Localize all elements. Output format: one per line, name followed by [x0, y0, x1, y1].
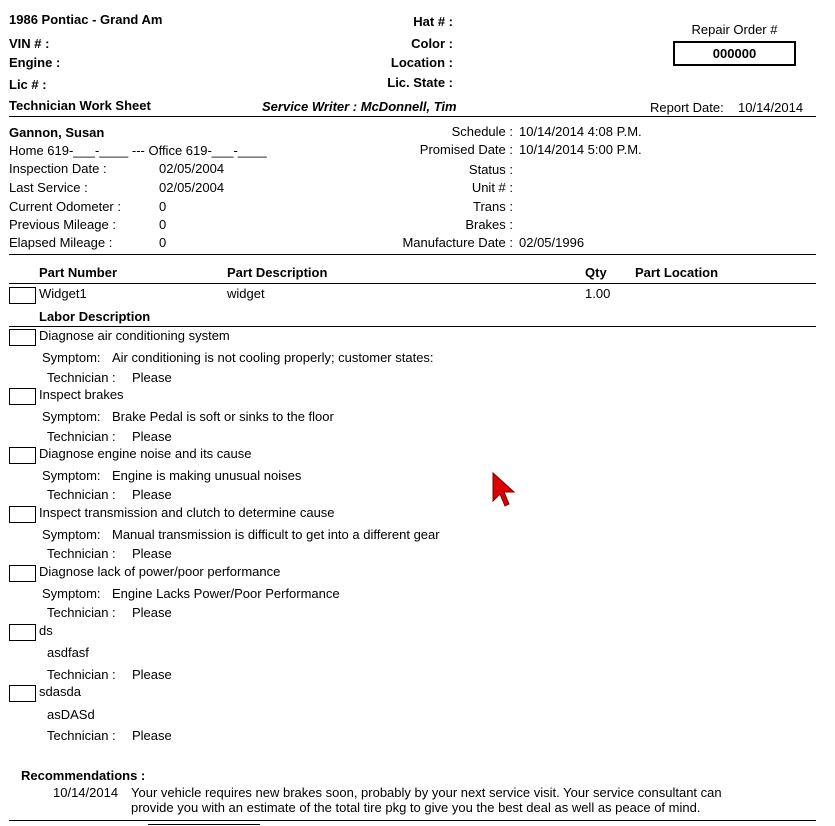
mouse-cursor-icon [492, 472, 516, 508]
promised-date-label: Promised Date : [419, 142, 513, 157]
labor-description: Diagnose air conditioning system [39, 328, 230, 343]
technician-label: Technician : [47, 487, 116, 502]
signature-line [148, 824, 260, 825]
technician-label: Technician : [47, 667, 116, 682]
symptom-label: Symptom: [42, 527, 101, 542]
divider [9, 116, 816, 117]
hat-label: Hat # : [413, 14, 453, 29]
part-qty: 1.00 [585, 286, 611, 301]
manufacture-date-label: Manufacture Date : [402, 235, 513, 250]
report-date-label: Report Date: [650, 100, 724, 115]
divider [9, 326, 816, 327]
brakes-label: Brakes : [465, 217, 513, 232]
repair-order-number: 000000 [673, 41, 796, 66]
part-number-header: Part Number [39, 265, 118, 280]
engine-label: Engine : [9, 55, 61, 70]
trans-label: Trans : [473, 199, 513, 214]
technician-label: Technician : [47, 429, 116, 444]
lic-label: Lic # : [9, 77, 47, 92]
schedule-label: Schedule : [451, 124, 513, 139]
recommendation-date: 10/14/2014 [53, 785, 119, 800]
worksheet-title: Technician Work Sheet [9, 98, 151, 113]
labor-checkbox[interactable] [9, 447, 36, 464]
labor-checkbox[interactable] [9, 329, 36, 346]
schedule-value: 10/14/2014 4:08 P.M. [519, 124, 642, 139]
location-label: Location : [390, 55, 453, 70]
technician-value: Please [132, 605, 172, 620]
labor-note: asDASd [47, 707, 95, 722]
labor-description: Inspect brakes [39, 387, 124, 402]
current-odometer-label: Current Odometer : [9, 199, 121, 214]
technician-value: Please [132, 728, 172, 743]
labor-checkbox[interactable] [9, 388, 36, 405]
labor-description: sdasda [39, 684, 81, 699]
technician-value: Please [132, 487, 172, 502]
technician-value: Please [132, 546, 172, 561]
technician-value: Please [132, 667, 172, 682]
technician-label: Technician : [47, 605, 116, 620]
labor-checkbox[interactable] [9, 685, 36, 702]
current-odometer-value: 0 [159, 199, 167, 214]
labor-note: asdfasf [47, 645, 89, 660]
report-date: 10/14/2014 [738, 100, 804, 115]
part-location-header: Part Location [635, 265, 719, 280]
color-label: Color : [411, 36, 453, 51]
qty-header: Qty [585, 265, 607, 280]
inspection-date-label: Inspection Date : [9, 161, 107, 176]
recommendation-line-1: Your vehicle requires new brakes soon, probably by your next service visit. Your service consultant can [131, 785, 722, 800]
technician-label: Technician : [47, 370, 116, 385]
manufacture-date-value: 02/05/1996 [519, 235, 585, 250]
divider [9, 283, 816, 284]
status-label: Status : [468, 162, 513, 177]
symptom-label: Symptom: [42, 409, 101, 424]
vehicle-title: 1986 Pontiac - Grand Am [9, 12, 163, 27]
technician-value: Please [132, 370, 172, 385]
service-writer: Service Writer : McDonnell, Tim [262, 99, 457, 114]
labor-description: Inspect transmission and clutch to determine cause [39, 505, 335, 520]
last-service-label: Last Service : [9, 180, 88, 195]
part-checkbox[interactable] [9, 287, 36, 304]
labor-checkbox[interactable] [9, 565, 36, 582]
lic-state-label: Lic. State : [387, 75, 453, 90]
technician-label: Technician : [47, 728, 116, 743]
divider [9, 254, 816, 255]
technician-value: Please [132, 429, 172, 444]
symptom-label: Symptom: [42, 350, 101, 365]
symptom-text: Brake Pedal is soft or sinks to the floor [112, 409, 334, 424]
last-service-value: 02/05/2004 [159, 180, 225, 195]
elapsed-mileage-label: Elapsed Mileage : [9, 235, 113, 250]
part-description: widget [227, 286, 265, 301]
inspection-date-value: 02/05/2004 [159, 161, 225, 176]
divider [9, 820, 816, 821]
promised-date-value: 10/14/2014 5:00 P.M. [519, 142, 642, 157]
part-number: Widget1 [39, 286, 87, 301]
customer-name: Gannon, Susan [9, 125, 105, 140]
labor-checkbox[interactable] [9, 506, 36, 523]
labor-description-header: Labor Description [39, 309, 151, 324]
labor-description: Diagnose engine noise and its cause [39, 446, 252, 461]
labor-checkbox[interactable] [9, 624, 36, 641]
symptom-text: Air conditioning is not cooling properly; customer states: [112, 350, 434, 365]
previous-mileage-label: Previous Mileage : [9, 217, 116, 232]
customer-phones: Home 619-___-____ --- Office 619-___-____ [9, 143, 267, 158]
symptom-label: Symptom: [42, 586, 101, 601]
vin-label: VIN # : [9, 36, 50, 51]
symptom-text: Manual transmission is difficult to get into a different gear [112, 527, 440, 542]
labor-description: Diagnose lack of power/poor performance [39, 564, 281, 579]
repair-order-label: Repair Order # [691, 22, 778, 37]
part-description-header: Part Description [227, 265, 328, 280]
symptom-label: Symptom: [42, 468, 101, 483]
symptom-text: Engine Lacks Power/Poor Performance [112, 586, 340, 601]
previous-mileage-value: 0 [159, 217, 167, 232]
technician-label: Technician : [47, 546, 116, 561]
elapsed-mileage-value: 0 [159, 235, 167, 250]
unit-label: Unit # : [471, 180, 513, 195]
recommendations-label: Recommendations : [21, 768, 146, 783]
recommendation-line-2: provide you with an estimate of the total tire pkg to give you the best deal as well as peace of mind. [131, 800, 701, 815]
labor-description: ds [39, 623, 53, 638]
symptom-text: Engine is making unusual noises [112, 468, 302, 483]
